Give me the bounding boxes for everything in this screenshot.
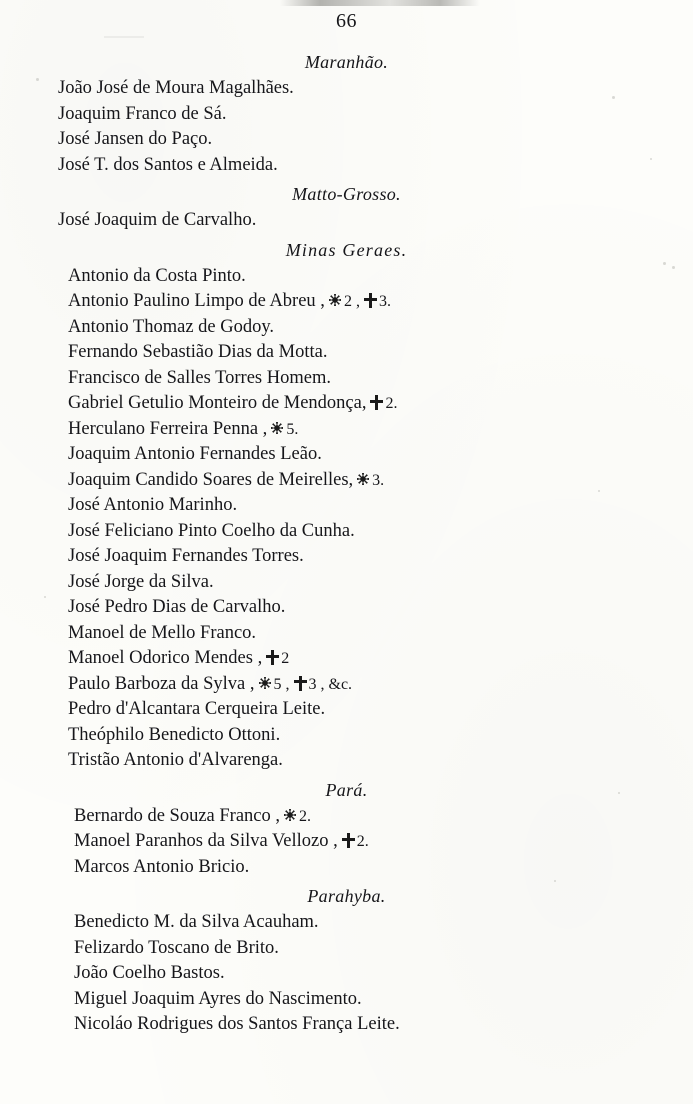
list-item (0, 102, 693, 128)
person-name: Manoel Odorico Mendes , (68, 648, 263, 668)
list-item (0, 595, 693, 621)
list-item (0, 127, 693, 153)
decoration-count: 5. (286, 420, 299, 438)
person-name: João Coelho Bastos. (74, 963, 225, 983)
person-name: Felizardo Toscano de Brito. (74, 937, 279, 958)
person-name: Gabriel Getulio Monteiro de Mendonça, (68, 393, 367, 413)
name-list (0, 208, 693, 234)
document-body (0, 46, 693, 1038)
list-item (0, 910, 693, 936)
person-name: José Jorge da Silva. (68, 571, 214, 592)
list-item (0, 493, 693, 519)
person-name: Miguel Joaquim Ayres do Nascimento. (74, 988, 362, 1009)
person-name: Francisco de Salles Torres Homem. (68, 367, 331, 388)
person-name: José Jansen do Paço. (58, 129, 213, 149)
decoration-count: 3 , &c. (308, 675, 353, 693)
list-item (0, 936, 693, 962)
cross-icon (293, 676, 308, 691)
page-number: 66 (336, 10, 357, 32)
decoration-count: 3. (372, 471, 385, 489)
person-name: Herculano Ferreira Penna , (68, 418, 268, 439)
section-heading: Pará. (325, 779, 368, 800)
name-list (0, 910, 693, 1038)
list-item (0, 697, 693, 723)
person-name: Theóphilo Benedicto Ottoni. (68, 724, 281, 745)
list-item (0, 544, 693, 570)
list-item (0, 1012, 693, 1038)
decoration-count: 2. (299, 807, 312, 825)
person-name: Fernando Sebastião Dias da Motta. (68, 342, 328, 362)
rosette-icon (356, 472, 371, 487)
list-item (0, 672, 693, 698)
list-item (0, 804, 693, 830)
list-item (0, 519, 693, 545)
person-name: Joaquim Antonio Fernandes Leão. (68, 444, 322, 464)
name-list (0, 264, 693, 774)
person-name: José Joaquim Fernandes Torres. (68, 546, 304, 566)
decoration-count: 2 , (343, 293, 360, 310)
list-item (0, 855, 693, 881)
person-name: Joaquim Franco de Sá. (58, 103, 227, 124)
list-item (0, 442, 693, 468)
person-name: Nicoláo Rodrigues dos Santos França Leite. (74, 1014, 400, 1034)
rosette-icon (258, 676, 273, 691)
name-list (0, 804, 693, 881)
decoration-count: 3. (378, 293, 391, 310)
list-item (0, 468, 693, 494)
scan-smudge (104, 36, 144, 38)
rosette-icon (328, 293, 343, 308)
person-name: Paulo Barboza da Sylva , (68, 673, 255, 694)
rosette-icon (283, 808, 298, 823)
person-name: José Antonio Marinho. (68, 495, 238, 515)
person-name: Joaquim Candido Soares de Meirelles, (68, 469, 354, 490)
decoration-count: 2. (385, 395, 398, 412)
person-name: Antonio da Costa Pinto. (68, 265, 246, 286)
decoration-count: 5 , (273, 675, 290, 693)
cross-icon (265, 650, 280, 665)
list-item (0, 621, 693, 647)
person-name: Manoel de Mello Franco. (68, 622, 257, 643)
person-name: Marcos Antonio Bricio. (74, 856, 250, 877)
person-name: José Joaquim de Carvalho. (58, 210, 257, 230)
list-item (0, 289, 693, 315)
person-name: José T. dos Santos e Almeida. (58, 154, 278, 175)
list-item (0, 748, 693, 774)
list-item (0, 153, 693, 179)
person-name: Bernardo de Souza Franco , (74, 805, 281, 826)
scan-edge-mark (280, 0, 480, 6)
list-item (0, 829, 693, 855)
person-name: Tristão Antonio d'Alvarenga. (68, 750, 283, 770)
list-item (0, 76, 693, 102)
section-heading: Matto-Grosso. (292, 184, 401, 204)
cross-icon (369, 395, 384, 410)
list-item (0, 391, 693, 417)
person-name: João José de Moura Magalhães. (58, 78, 294, 98)
list-item (0, 208, 693, 234)
cross-icon (341, 833, 356, 848)
person-name: José Pedro Dias de Carvalho. (68, 597, 286, 617)
list-item (0, 264, 693, 290)
person-name: Antonio Paulino Limpo de Abreu , (68, 291, 325, 311)
list-item (0, 340, 693, 366)
list-item (0, 723, 693, 749)
decoration-count: 2. (356, 833, 369, 850)
person-name: Benedicto M. da Silva Acauham. (74, 912, 319, 932)
list-item (0, 315, 693, 341)
list-item (0, 961, 693, 987)
list-item (0, 417, 693, 443)
list-item (0, 366, 693, 392)
cross-icon (363, 293, 378, 308)
decoration-count: 2 (281, 650, 290, 667)
list-item (0, 646, 693, 672)
list-item (0, 987, 693, 1013)
section-heading: Minas Geraes. (285, 239, 408, 260)
section-heading: Maranhão. (304, 52, 389, 72)
person-name: José Feliciano Pinto Coelho da Cunha. (68, 520, 355, 541)
rosette-icon (270, 421, 285, 436)
list-item (0, 570, 693, 596)
section-heading: Parahyba. (307, 886, 386, 906)
person-name: Pedro d'Alcantara Cerqueira Leite. (68, 699, 326, 719)
name-list (0, 76, 693, 178)
person-name: Manoel Paranhos da Silva Vellozo , (74, 831, 338, 851)
person-name: Antonio Thomaz de Godoy. (68, 316, 275, 337)
